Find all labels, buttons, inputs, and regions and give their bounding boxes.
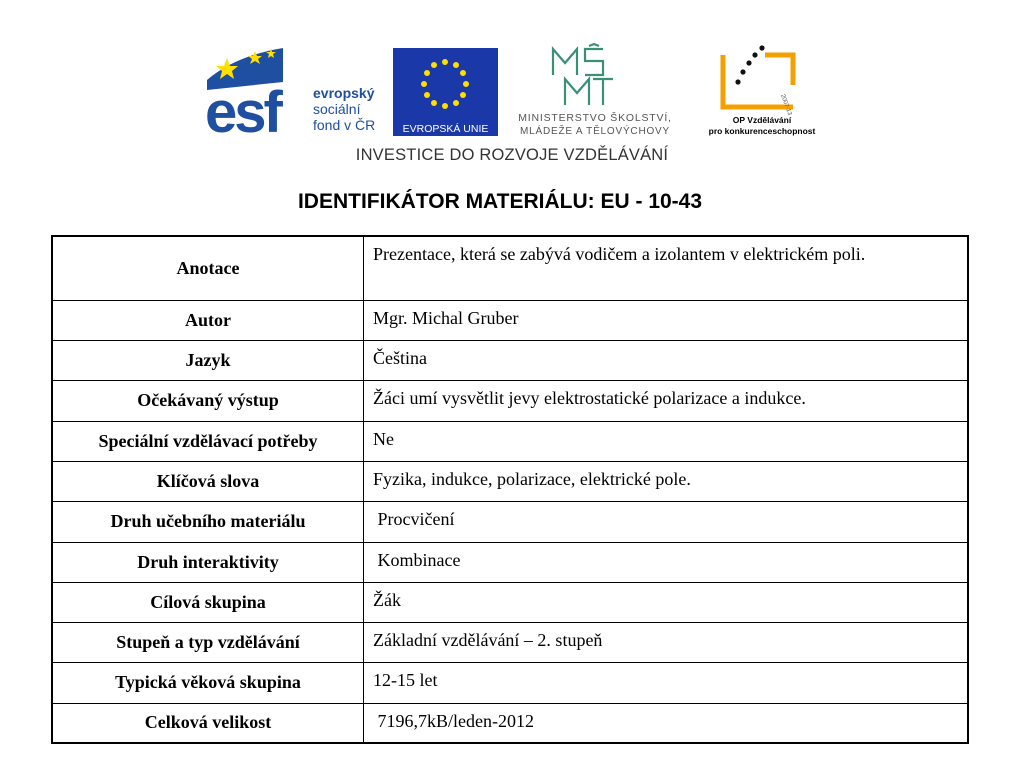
op-vzdelavani-logo [708, 45, 816, 137]
table-row [52, 501, 968, 542]
table-row [52, 662, 968, 703]
row-value: Základní vzdělávání – 2. stupeň [364, 622, 969, 662]
svg-text:pro konkurenceschopnost: pro konkurenceschopnost [708, 126, 816, 136]
metadata-table [51, 235, 969, 744]
row-value: Mgr. Michal Gruber [364, 300, 969, 340]
row-value: 12-15 let [364, 662, 969, 703]
dots-icon [735, 45, 764, 84]
table-row [52, 703, 968, 743]
table-row [52, 582, 968, 622]
row-label: Typická věková skupina [52, 662, 364, 703]
slogan: INVESTICE DO ROZVOJE VZDĚLÁVÁNÍ [355, 146, 669, 164]
svg-text:MINISTERSTVO ŠKOLSTVÍ,: MINISTERSTVO ŠKOLSTVÍ, [518, 112, 672, 124]
svg-text:sociální: sociální [313, 101, 361, 117]
eu-flag-logo [393, 48, 498, 136]
row-value: Kombinace [364, 542, 969, 582]
msmt-monogram-icon [553, 44, 613, 105]
table-row [52, 461, 968, 501]
table-row [52, 421, 968, 461]
svg-text:EVROPSKÁ UNIE: EVROPSKÁ UNIE [402, 123, 489, 135]
svg-text:evropský: evropský [313, 85, 375, 101]
row-label: Autor [52, 300, 364, 340]
table-row [52, 236, 968, 300]
row-value: Prezentace, která se zabývá vodičem a izolantem v elektrickém poli. [364, 236, 969, 300]
row-label: Druh interaktivity [52, 542, 364, 582]
table-row [52, 340, 968, 380]
table-row [52, 380, 968, 421]
row-value: 7196,7kB/leden-2012 [364, 703, 969, 743]
row-label: Speciální vzdělávací potřeby [52, 421, 364, 461]
row-value: Fyzika, indukce, polarizace, elektrické pole. [364, 461, 969, 501]
svg-text:esf: esf [205, 80, 280, 145]
page-title: IDENTIFIKÁTOR MATERIÁLU: EU - 10-43 [297, 190, 703, 213]
svg-text:2007-13: 2007-13 [779, 93, 793, 117]
table-row [52, 300, 968, 340]
row-value: Čeština [364, 340, 969, 380]
row-value: Žák [364, 582, 969, 622]
msmt-logo [505, 45, 685, 137]
row-label: Celková velikost [52, 703, 364, 743]
row-value: Ne [364, 421, 969, 461]
row-label: Anotace [52, 236, 364, 300]
svg-text:OP Vzdělávání: OP Vzdělávání [732, 115, 792, 125]
row-label: Druh učebního materiálu [52, 501, 364, 542]
row-value: Žáci umí vysvětlit jevy elektrostatické polarizace a indukce. [364, 380, 969, 421]
row-label: Stupeň a typ vzdělávání [52, 622, 364, 662]
row-label: Klíčová slova [52, 461, 364, 501]
svg-text:fond v ČR: fond v ČR [313, 117, 376, 133]
table-row [52, 622, 968, 662]
row-value: Procvičení [364, 501, 969, 542]
svg-text:MLÁDEŽE A TĚLOVÝCHOVY: MLÁDEŽE A TĚLOVÝCHOVY [520, 126, 670, 137]
table-row [52, 542, 968, 582]
row-label: Jazyk [52, 340, 364, 380]
esf-logo [205, 46, 385, 145]
row-label: Cílová skupina [52, 582, 364, 622]
row-label: Očekávaný výstup [52, 380, 364, 421]
